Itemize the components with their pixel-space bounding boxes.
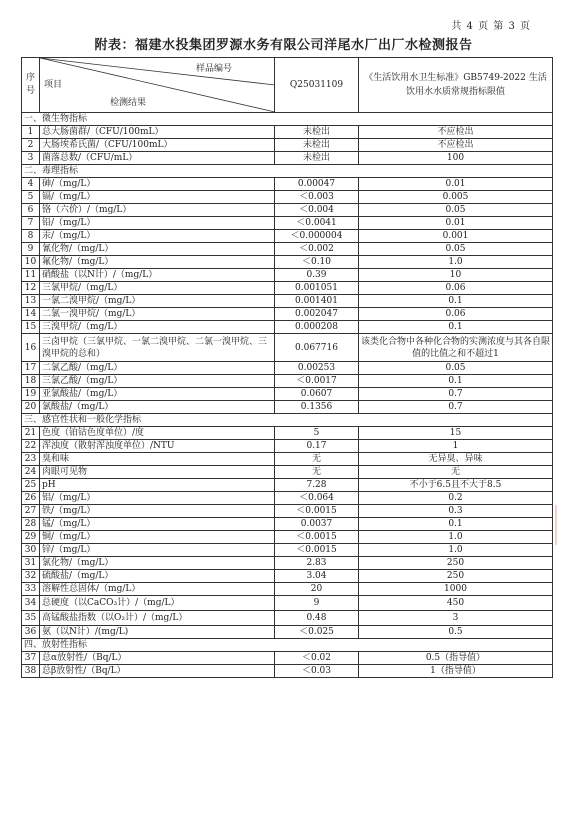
row-no: 15 — [22, 321, 40, 334]
row-limit: 0.06 — [359, 308, 553, 321]
row-item: 菌落总数/（CFU/mL） — [40, 152, 275, 165]
row-limit: 10 — [359, 269, 553, 282]
table-row — [22, 256, 553, 269]
table-row — [22, 282, 553, 295]
row-item: 硫酸盐/（mg/L） — [40, 570, 275, 583]
row-no: 38 — [22, 665, 40, 678]
row-result: ＜0.0015 — [275, 544, 359, 557]
row-no: 20 — [22, 401, 40, 414]
row-result: 0.0037 — [275, 518, 359, 531]
table-row — [22, 518, 553, 531]
table-row — [22, 295, 553, 308]
row-item: 色度（铂钴色度单位）/度 — [40, 427, 275, 440]
row-no: 16 — [22, 334, 40, 362]
row-no: 8 — [22, 230, 40, 243]
row-result: 20 — [275, 583, 359, 596]
row-item: 高锰酸盐指数（以O₂计）/（mg/L） — [40, 611, 275, 626]
row-no: 5 — [22, 191, 40, 204]
row-result: ＜0.064 — [275, 492, 359, 505]
row-no: 6 — [22, 204, 40, 217]
row-no: 36 — [22, 626, 40, 639]
row-result: 未检出 — [275, 152, 359, 165]
row-item: 总α放射性/（Bq/L） — [40, 652, 275, 665]
row-no: 27 — [22, 505, 40, 518]
row-item: 二氯乙酸/（mg/L） — [40, 362, 275, 375]
row-no: 17 — [22, 362, 40, 375]
row-item: 三氯甲烷/（mg/L） — [40, 282, 275, 295]
row-limit: 0.01 — [359, 178, 553, 191]
section-row — [22, 165, 553, 178]
row-limit: 1（指导值） — [359, 665, 553, 678]
section-title: 三、感官性状和一般化学指标 — [22, 414, 553, 427]
row-item: 硝酸盐（以N计）/（mg/L） — [40, 269, 275, 282]
table-row — [22, 204, 553, 217]
row-no: 35 — [22, 611, 40, 626]
table-row — [22, 570, 553, 583]
row-no: 37 — [22, 652, 40, 665]
row-no: 11 — [22, 269, 40, 282]
header-sample-label: 样品编号 — [195, 64, 232, 74]
row-result: 7.28 — [275, 479, 359, 492]
table-row — [22, 126, 553, 139]
section-row — [22, 414, 553, 427]
row-no: 3 — [22, 152, 40, 165]
row-limit: 0.1 — [359, 518, 553, 531]
row-result: 0.0607 — [275, 388, 359, 401]
table-row — [22, 466, 553, 479]
row-item: 总β放射性/（Bq/L） — [40, 665, 275, 678]
table-row — [22, 139, 553, 152]
row-result: ＜0.03 — [275, 665, 359, 678]
row-limit: 不小于6.5且不大于8.5 — [359, 479, 553, 492]
table-row — [22, 611, 553, 626]
row-no: 9 — [22, 243, 40, 256]
row-item: 镉/（mg/L） — [40, 191, 275, 204]
row-limit: 0.01 — [359, 217, 553, 230]
row-result: ＜0.003 — [275, 191, 359, 204]
row-result: 0.48 — [275, 611, 359, 626]
header-standard: 《生活饮用水卫生标准》GB5749-2022 生活饮用水水质常规指标限值 — [359, 58, 553, 113]
header-result-label: 检测结果 — [110, 98, 147, 108]
table-row — [22, 217, 553, 230]
table-row — [22, 334, 553, 362]
row-item: pH — [40, 479, 275, 492]
row-limit: 不应检出 — [359, 139, 553, 152]
row-no: 34 — [22, 596, 40, 611]
row-limit: 100 — [359, 152, 553, 165]
row-result: 9 — [275, 596, 359, 611]
row-item: 氰化物/（mg/L） — [40, 243, 275, 256]
table-row — [22, 427, 553, 440]
row-no: 23 — [22, 453, 40, 466]
row-result: ＜0.002 — [275, 243, 359, 256]
row-no: 18 — [22, 375, 40, 388]
row-limit: 0.5 — [359, 626, 553, 639]
row-limit: 1 — [359, 440, 553, 453]
row-result: 3.04 — [275, 570, 359, 583]
table-row — [22, 492, 553, 505]
row-no: 4 — [22, 178, 40, 191]
table-row — [22, 401, 553, 414]
table-row — [22, 230, 553, 243]
row-no: 33 — [22, 583, 40, 596]
row-limit: 0.2 — [359, 492, 553, 505]
row-item: 氯化物/（mg/L） — [40, 557, 275, 570]
row-item: 亚氯酸盐/（mg/L） — [40, 388, 275, 401]
row-item: 汞/（mg/L） — [40, 230, 275, 243]
row-result: 0.001051 — [275, 282, 359, 295]
row-item: 大肠埃希氏菌/（CFU/100mL） — [40, 139, 275, 152]
row-limit: 0.7 — [359, 401, 553, 414]
table-row — [22, 178, 553, 191]
table-row — [22, 531, 553, 544]
row-result: 无 — [275, 453, 359, 466]
row-limit: 0.06 — [359, 282, 553, 295]
row-limit: 250 — [359, 557, 553, 570]
row-result: ＜0.0017 — [275, 375, 359, 388]
row-limit: 0.1 — [359, 321, 553, 334]
row-item: 砷/（mg/L） — [40, 178, 275, 191]
row-limit: 0.1 — [359, 295, 553, 308]
row-limit: 0.05 — [359, 204, 553, 217]
row-no: 26 — [22, 492, 40, 505]
row-result: 0.000208 — [275, 321, 359, 334]
section-row — [22, 113, 553, 126]
row-no: 2 — [22, 139, 40, 152]
row-limit: 0.001 — [359, 230, 553, 243]
row-item: 铝/（mg/L） — [40, 492, 275, 505]
row-limit: 0.3 — [359, 505, 553, 518]
row-item: 总硬度（以CaCO₃计）/（mg/L） — [40, 596, 275, 611]
row-result: 0.001401 — [275, 295, 359, 308]
row-no: 7 — [22, 217, 40, 230]
row-item: 锌/（mg/L） — [40, 544, 275, 557]
row-item: 氯酸盐/（mg/L） — [40, 401, 275, 414]
row-item: 一氯二溴甲烷/（mg/L） — [40, 295, 275, 308]
row-limit: 0.7 — [359, 388, 553, 401]
page-indicator: 共 4 页 第 3 页 — [451, 21, 531, 32]
row-limit: 3 — [359, 611, 553, 626]
table-row — [22, 191, 553, 204]
table-row — [22, 583, 553, 596]
row-no: 32 — [22, 570, 40, 583]
header-diagonal-cell — [40, 58, 275, 113]
row-no: 14 — [22, 308, 40, 321]
table-row — [22, 308, 553, 321]
row-limit: 250 — [359, 570, 553, 583]
water-quality-table — [21, 57, 553, 678]
row-limit: 1.0 — [359, 544, 553, 557]
table-row — [22, 665, 553, 678]
row-limit: 1.0 — [359, 256, 553, 269]
table-row — [22, 505, 553, 518]
row-result: 0.002047 — [275, 308, 359, 321]
row-result: 0.00253 — [275, 362, 359, 375]
row-result: ＜0.02 — [275, 652, 359, 665]
row-limit: 1000 — [359, 583, 553, 596]
row-item: 锰/（mg/L） — [40, 518, 275, 531]
row-no: 19 — [22, 388, 40, 401]
seal-stamp-edge — [555, 505, 567, 545]
table-row — [22, 440, 553, 453]
table-row — [22, 453, 553, 466]
row-result: 0.00047 — [275, 178, 359, 191]
header-item-label: 项目 — [44, 80, 63, 90]
row-no: 29 — [22, 531, 40, 544]
row-item: 三溴甲烷/（mg/L） — [40, 321, 275, 334]
row-result: 未检出 — [275, 126, 359, 139]
table-row — [22, 388, 553, 401]
row-result: ＜0.000004 — [275, 230, 359, 243]
row-result: ＜0.025 — [275, 626, 359, 639]
section-title: 一、微生物指标 — [22, 113, 553, 126]
row-no: 21 — [22, 427, 40, 440]
row-result: 0.17 — [275, 440, 359, 453]
row-no: 30 — [22, 544, 40, 557]
row-limit: 该类化合物中各种化合物的实测浓度与其各自限值的比值之和不超过1 — [359, 334, 553, 362]
table-row — [22, 362, 553, 375]
row-limit: 0.5（指导值） — [359, 652, 553, 665]
row-item: 铅/（mg/L） — [40, 217, 275, 230]
section-title: 四、放射性指标 — [22, 639, 553, 652]
table-row — [22, 243, 553, 256]
row-result: ＜0.10 — [275, 256, 359, 269]
row-result: 无 — [275, 466, 359, 479]
row-result: ＜0.0015 — [275, 531, 359, 544]
table-row — [22, 321, 553, 334]
row-item: 总大肠菌群/（CFU/100mL） — [40, 126, 275, 139]
row-limit: 无异臭、异味 — [359, 453, 553, 466]
row-no: 31 — [22, 557, 40, 570]
row-no: 22 — [22, 440, 40, 453]
row-item: 氟化物/（mg/L） — [40, 256, 275, 269]
row-no: 12 — [22, 282, 40, 295]
row-result: 2.83 — [275, 557, 359, 570]
row-result: 0.1356 — [275, 401, 359, 414]
row-limit: 无 — [359, 466, 553, 479]
row-item: 臭和味 — [40, 453, 275, 466]
row-item: 铬（六价）/（mg/L） — [40, 204, 275, 217]
row-item: 铁/（mg/L） — [40, 505, 275, 518]
row-limit: 0.1 — [359, 375, 553, 388]
diagonal-lines — [40, 58, 275, 112]
row-no: 25 — [22, 479, 40, 492]
table-header-row — [22, 58, 553, 113]
row-limit: 0.005 — [359, 191, 553, 204]
row-limit: 0.05 — [359, 362, 553, 375]
row-item: 铜/（mg/L） — [40, 531, 275, 544]
row-item: 溶解性总固体/（mg/L） — [40, 583, 275, 596]
row-result: ＜0.004 — [275, 204, 359, 217]
table-row — [22, 544, 553, 557]
row-limit: 450 — [359, 596, 553, 611]
row-item: 三氯乙酸/（mg/L） — [40, 375, 275, 388]
report-title: 附表：福建水投集团罗源水务有限公司洋尾水厂出厂水检测报告 — [94, 38, 473, 53]
row-limit: 不应检出 — [359, 126, 553, 139]
row-item: 浑浊度（散射浑浊度单位）/NTU — [40, 440, 275, 453]
section-row — [22, 639, 553, 652]
row-item: 氨（以N计）/(mg/L) — [40, 626, 275, 639]
table-row — [22, 626, 553, 639]
header-no: 序号 — [22, 58, 40, 113]
table-row — [22, 375, 553, 388]
row-no: 28 — [22, 518, 40, 531]
row-no: 10 — [22, 256, 40, 269]
row-limit: 15 — [359, 427, 553, 440]
table-row — [22, 269, 553, 282]
table-row — [22, 652, 553, 665]
row-no: 24 — [22, 466, 40, 479]
row-limit: 1.0 — [359, 531, 553, 544]
row-item: 二氯一溴甲烷/（mg/L） — [40, 308, 275, 321]
row-result: 0.39 — [275, 269, 359, 282]
section-title: 二、毒理指标 — [22, 165, 553, 178]
row-no: 1 — [22, 126, 40, 139]
row-limit: 0.05 — [359, 243, 553, 256]
row-item: 肉眼可见物 — [40, 466, 275, 479]
table-row — [22, 596, 553, 611]
table-row — [22, 152, 553, 165]
row-result: ＜0.0015 — [275, 505, 359, 518]
row-result: ＜0.0041 — [275, 217, 359, 230]
row-no: 13 — [22, 295, 40, 308]
row-item: 三卤甲烷（三氯甲烷、一氯二溴甲烷、二氯一溴甲烷、三溴甲烷的总和） — [40, 334, 275, 362]
row-result: 未检出 — [275, 139, 359, 152]
table-row — [22, 479, 553, 492]
row-result: 0.067716 — [275, 334, 359, 362]
header-sample-id: Q25031109 — [275, 58, 359, 113]
row-result: 5 — [275, 427, 359, 440]
table-row — [22, 557, 553, 570]
